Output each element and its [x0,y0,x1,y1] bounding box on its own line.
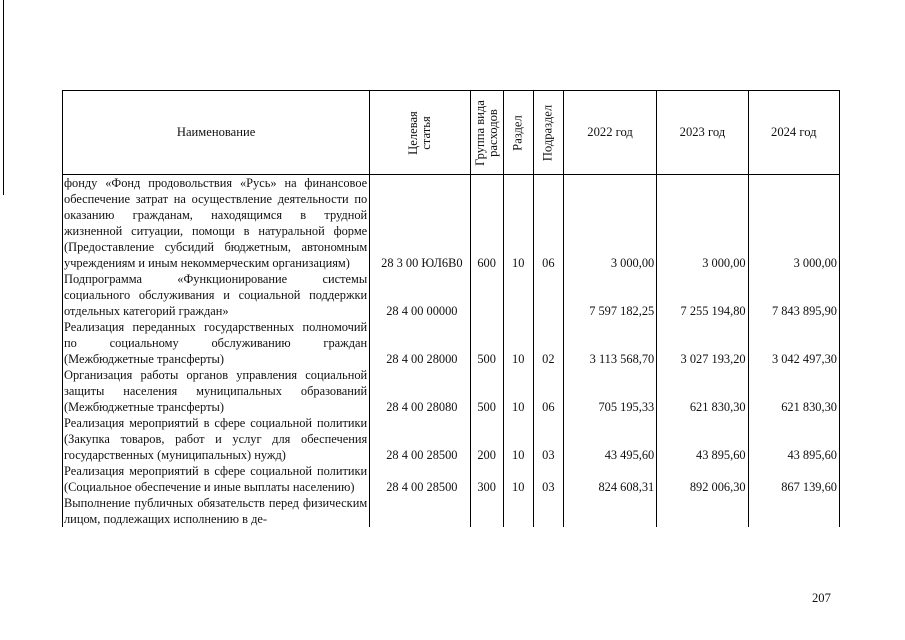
header-2024: 2024 год [748,91,839,175]
row-expense-group: 500 [470,367,503,415]
row-expense-group [470,271,503,319]
row-2022: 3 000,00 [563,175,656,272]
row-2022: 7 597 182,25 [563,271,656,319]
row-subsection: 06 [533,175,563,272]
row-2023: 7 255 194,80 [657,271,748,319]
row-2024 [748,495,839,527]
table-header-row [63,91,840,175]
header-target-article-text: Целевая статья [405,110,433,155]
row-name: фонду «Фонд продовольствия «Русь» на финансовое обеспечение затрат на осуществление деятельности по оказанию гражданам, находящимся в трудной жизненной ситуации, помощи в натуральной форме (Предоставление субсидий бюджетным, автономным учреждениям и иным некоммерческим организациям) [63,175,370,272]
row-name: Организация работы органов управления социальной защиты населения муниципальных образований (Межбюджетные трансферты) [63,367,370,415]
row-subsection: 06 [533,367,563,415]
row-expense-group [470,495,503,527]
page-number: 207 [812,591,831,605]
table-row [63,319,840,367]
row-2022: 3 113 568,70 [563,319,656,367]
budget-table [62,90,840,527]
row-2023: 3 000,00 [657,175,748,272]
table-row [63,495,840,527]
row-subsection [533,271,563,319]
row-name: Реализация мероприятий в сфере социальной политики (Социальное обеспечение и иные выплаты населению) [63,463,370,495]
row-name: Подпрограмма «Функционирование системы социального обслуживания и социальной поддержки отдельных категорий граждан» [63,271,370,319]
budget-table-container [62,90,840,527]
table-row [63,367,840,415]
row-2023: 43 895,60 [657,415,748,463]
table-row [63,271,840,319]
row-2024: 867 139,60 [748,463,839,495]
row-target-article: 28 4 00 28500 [370,415,470,463]
header-expense-group [470,91,503,175]
row-subsection [533,495,563,527]
row-section: 10 [503,415,533,463]
row-2023: 892 006,30 [657,463,748,495]
header-target-article [370,91,470,175]
row-2024: 43 895,60 [748,415,839,463]
row-2023: 3 027 193,20 [657,319,748,367]
row-section: 10 [503,319,533,367]
row-2022 [563,495,656,527]
header-2023: 2023 год [657,91,748,175]
row-2024: 621 830,30 [748,367,839,415]
table-row [63,463,840,495]
header-subsection-text: Подраздел [540,104,555,161]
table-row [63,415,840,463]
row-target-article: 28 3 00 ЮЛ6В0 [370,175,470,272]
header-name: Наименование [63,91,370,175]
row-expense-group: 300 [470,463,503,495]
row-2022: 43 495,60 [563,415,656,463]
row-subsection: 02 [533,319,563,367]
left-margin-line [3,0,4,195]
row-section [503,271,533,319]
header-subsection [533,91,563,175]
header-section-text: Раздел [510,114,525,151]
row-2024: 3 000,00 [748,175,839,272]
row-target-article [370,495,470,527]
row-expense-group: 600 [470,175,503,272]
row-section: 10 [503,367,533,415]
row-target-article: 28 4 00 00000 [370,271,470,319]
row-2022: 705 195,33 [563,367,656,415]
row-target-article: 28 4 00 28500 [370,463,470,495]
row-2024: 3 042 497,30 [748,319,839,367]
row-target-article: 28 4 00 28080 [370,367,470,415]
row-name: Выполнение публичных обязательств перед физическим лицом, подлежащих исполнению в де- [63,495,370,527]
row-name: Реализация переданных государственных полномочий по социальному обслуживанию граждан (Межбюджетные трансферты) [63,319,370,367]
row-2024: 7 843 895,90 [748,271,839,319]
row-subsection: 03 [533,463,563,495]
table-row [63,175,840,272]
row-expense-group: 500 [470,319,503,367]
row-target-article: 28 4 00 28000 [370,319,470,367]
row-subsection: 03 [533,415,563,463]
row-2023 [657,495,748,527]
row-2022: 824 608,31 [563,463,656,495]
row-section [503,495,533,527]
row-section: 10 [503,463,533,495]
row-name: Реализация мероприятий в сфере социальной политики (Закупка товаров, работ и услуг для обеспечения государственных (муниципальных) нужд) [63,415,370,463]
header-expense-group-text: Группа вида расходов [472,99,500,166]
row-expense-group: 200 [470,415,503,463]
header-section [503,91,533,175]
header-2022: 2022 год [563,91,656,175]
row-section: 10 [503,175,533,272]
row-2023: 621 830,30 [657,367,748,415]
